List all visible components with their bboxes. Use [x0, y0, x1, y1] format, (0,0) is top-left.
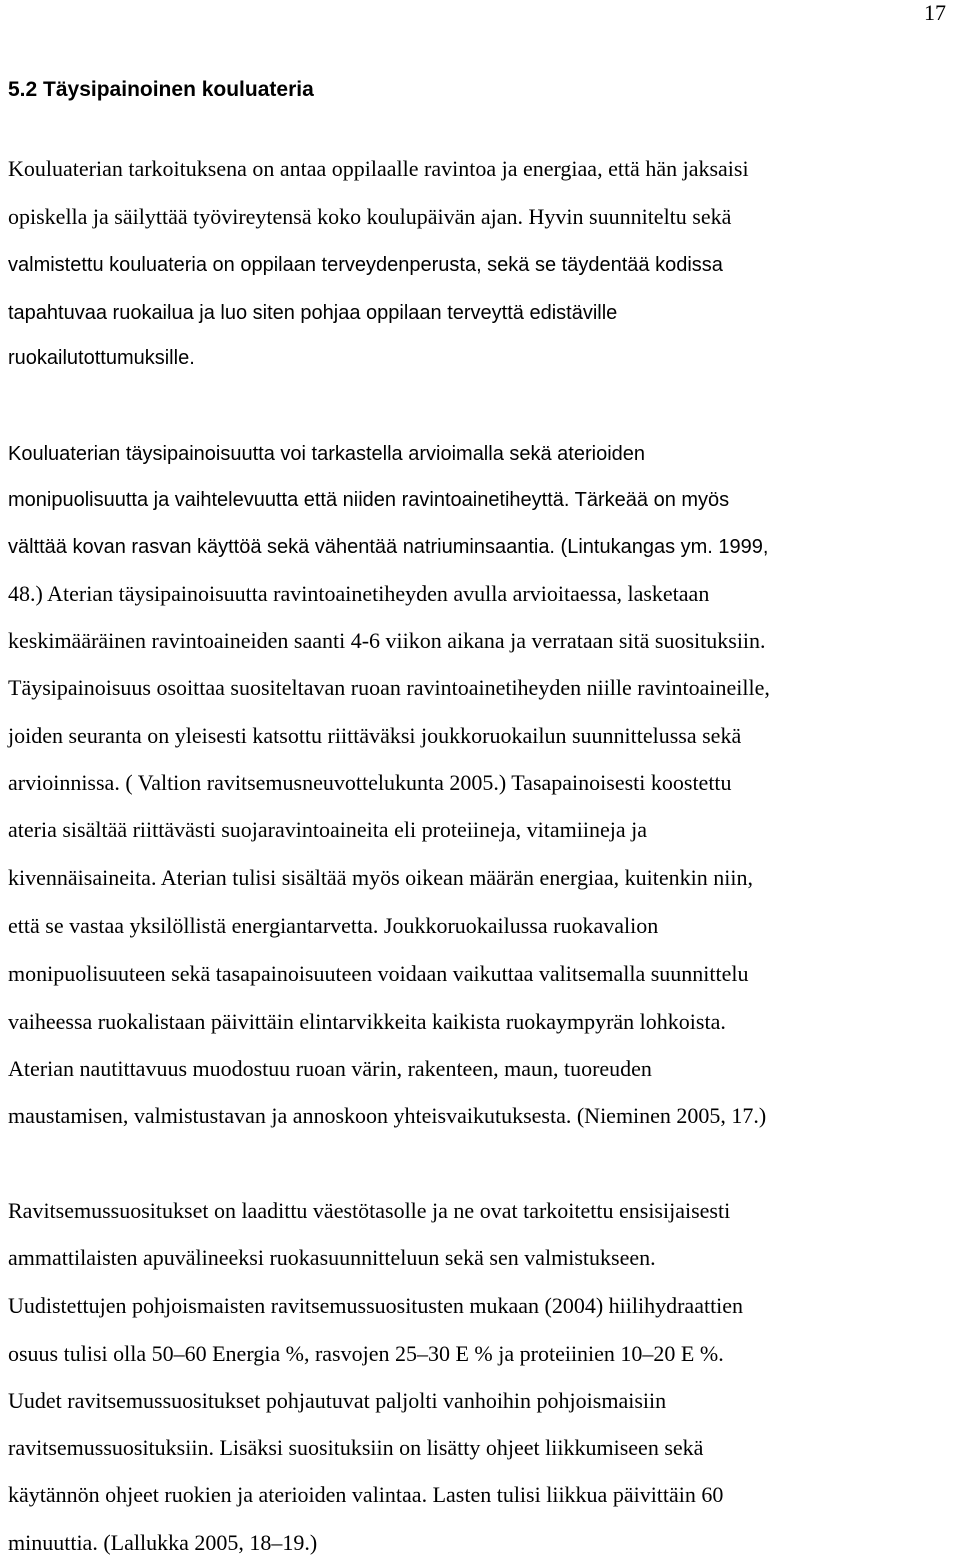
text-line: Uudistettujen pohjoismaisten ravitsemussuositusten mukaan (2004) hiilihydraattien — [8, 1293, 744, 1318]
text-line: monipuolisuuteen sekä tasapainoisuuteen voidaan vaikuttaa valitsemalla suunnittelu — [8, 961, 749, 986]
text-line: joiden seuranta on yleisesti katsottu riittäväksi joukkoruokailun suunnittelussa sekä — [8, 723, 742, 748]
text-line: arvioinnissa. ( Valtion ravitsemusneuvottelukunta 2005.) Tasapainoisesti koostettu — [8, 770, 732, 795]
text-line: vaiheessa ruokalistaan päivittäin elintarvikkeita kaikista ruokaympyrän lohkoista. — [8, 1009, 726, 1034]
text-line: kivennäisaineita. Aterian tulisi sisältää myös oikean määrän energiaa, kuitenkin niin, — [8, 865, 753, 890]
page-number: 17 — [924, 0, 946, 25]
text-line: monipuolisuutta ja vaihtelevuutta että niiden ravintoainetiheyttä. Tärkeää on myös — [8, 489, 730, 511]
text-line: välttää kovan rasvan käyttöä sekä vähentää natriuminsaantia. (Lintukangas ym. 1999, — [8, 536, 769, 558]
text-line: ravitsemussuosituksiin. Lisäksi suosituksiin on lisätty ohjeet liikkumiseen sekä — [8, 1435, 704, 1460]
text-line: ammattilaisten apuvälineeksi ruokasuunnitteluun sekä sen valmistukseen. — [8, 1245, 656, 1270]
text-line: Kouluaterian täysipainoisuutta voi tarkastella arvioimalla sekä aterioiden — [8, 443, 646, 465]
text-line: Kouluaterian tarkoituksena on antaa oppilaalle ravintoa ja energiaa, että hän jaksaisi — [8, 156, 749, 181]
text-line: Ravitsemussuositukset on laadittu väestötasolle ja ne ovat tarkoitettu ensisijaisesti — [8, 1198, 731, 1223]
text-line: 48.) Aterian täysipainoisuutta ravintoainetiheyden avulla arvioitaessa, lasketaan — [8, 581, 710, 606]
text-line: että se vastaa yksilöllistä energiantarvetta. Joukkoruokailussa ruokavalion — [8, 913, 659, 938]
text-line: ruokailutottumuksille. — [8, 347, 195, 369]
text-line: osuus tulisi olla 50–60 Energia %, rasvojen 25–30 E % ja proteiinien 10–20 E %. — [8, 1341, 724, 1366]
text-line: minuuttia. (Lallukka 2005, 18–19.) — [8, 1530, 318, 1555]
text-line: Täysipainoisuus osoittaa suositeltavan ruoan ravintoainetiheyden niille ravintoaineille, — [8, 675, 770, 700]
text-line: ateria sisältää riittävästi suojaravintoaineita eli proteiineja, vitamiineja ja — [8, 817, 647, 842]
text-line: Uudet ravitsemussuositukset pohjautuvat paljolti vanhoihin pohjoismaisiin — [8, 1388, 667, 1413]
text-line: tapahtuvaa ruokailua ja luo siten pohjaa oppilaan terveyttä edistäville — [8, 302, 618, 324]
section-heading: 5.2 Täysipainoinen kouluateria — [8, 78, 314, 101]
text-line: valmistettu kouluateria on oppilaan terveydenperusta, sekä se täydentää kodissa — [8, 254, 723, 276]
text-line: maustamisen, valmistustavan ja annoskoon yhteisvaikutuksesta. (Nieminen 2005, 17.) — [8, 1103, 767, 1128]
text-line: opiskella ja säilyttää työvireytensä koko koulupäivän ajan. Hyvin suunniteltu sekä — [8, 204, 732, 229]
text-line: Aterian nautittavuus muodostuu ruoan värin, rakenteen, maun, tuoreuden — [8, 1056, 652, 1081]
text-line: keskimääräinen ravintoaineiden saanti 4-6 viikon aikana ja verrataan sitä suosituksiin. — [8, 628, 766, 653]
text-line: käytännön ohjeet ruokien ja aterioiden valintaa. Lasten tulisi liikkua päivittäin 60 — [8, 1482, 724, 1507]
